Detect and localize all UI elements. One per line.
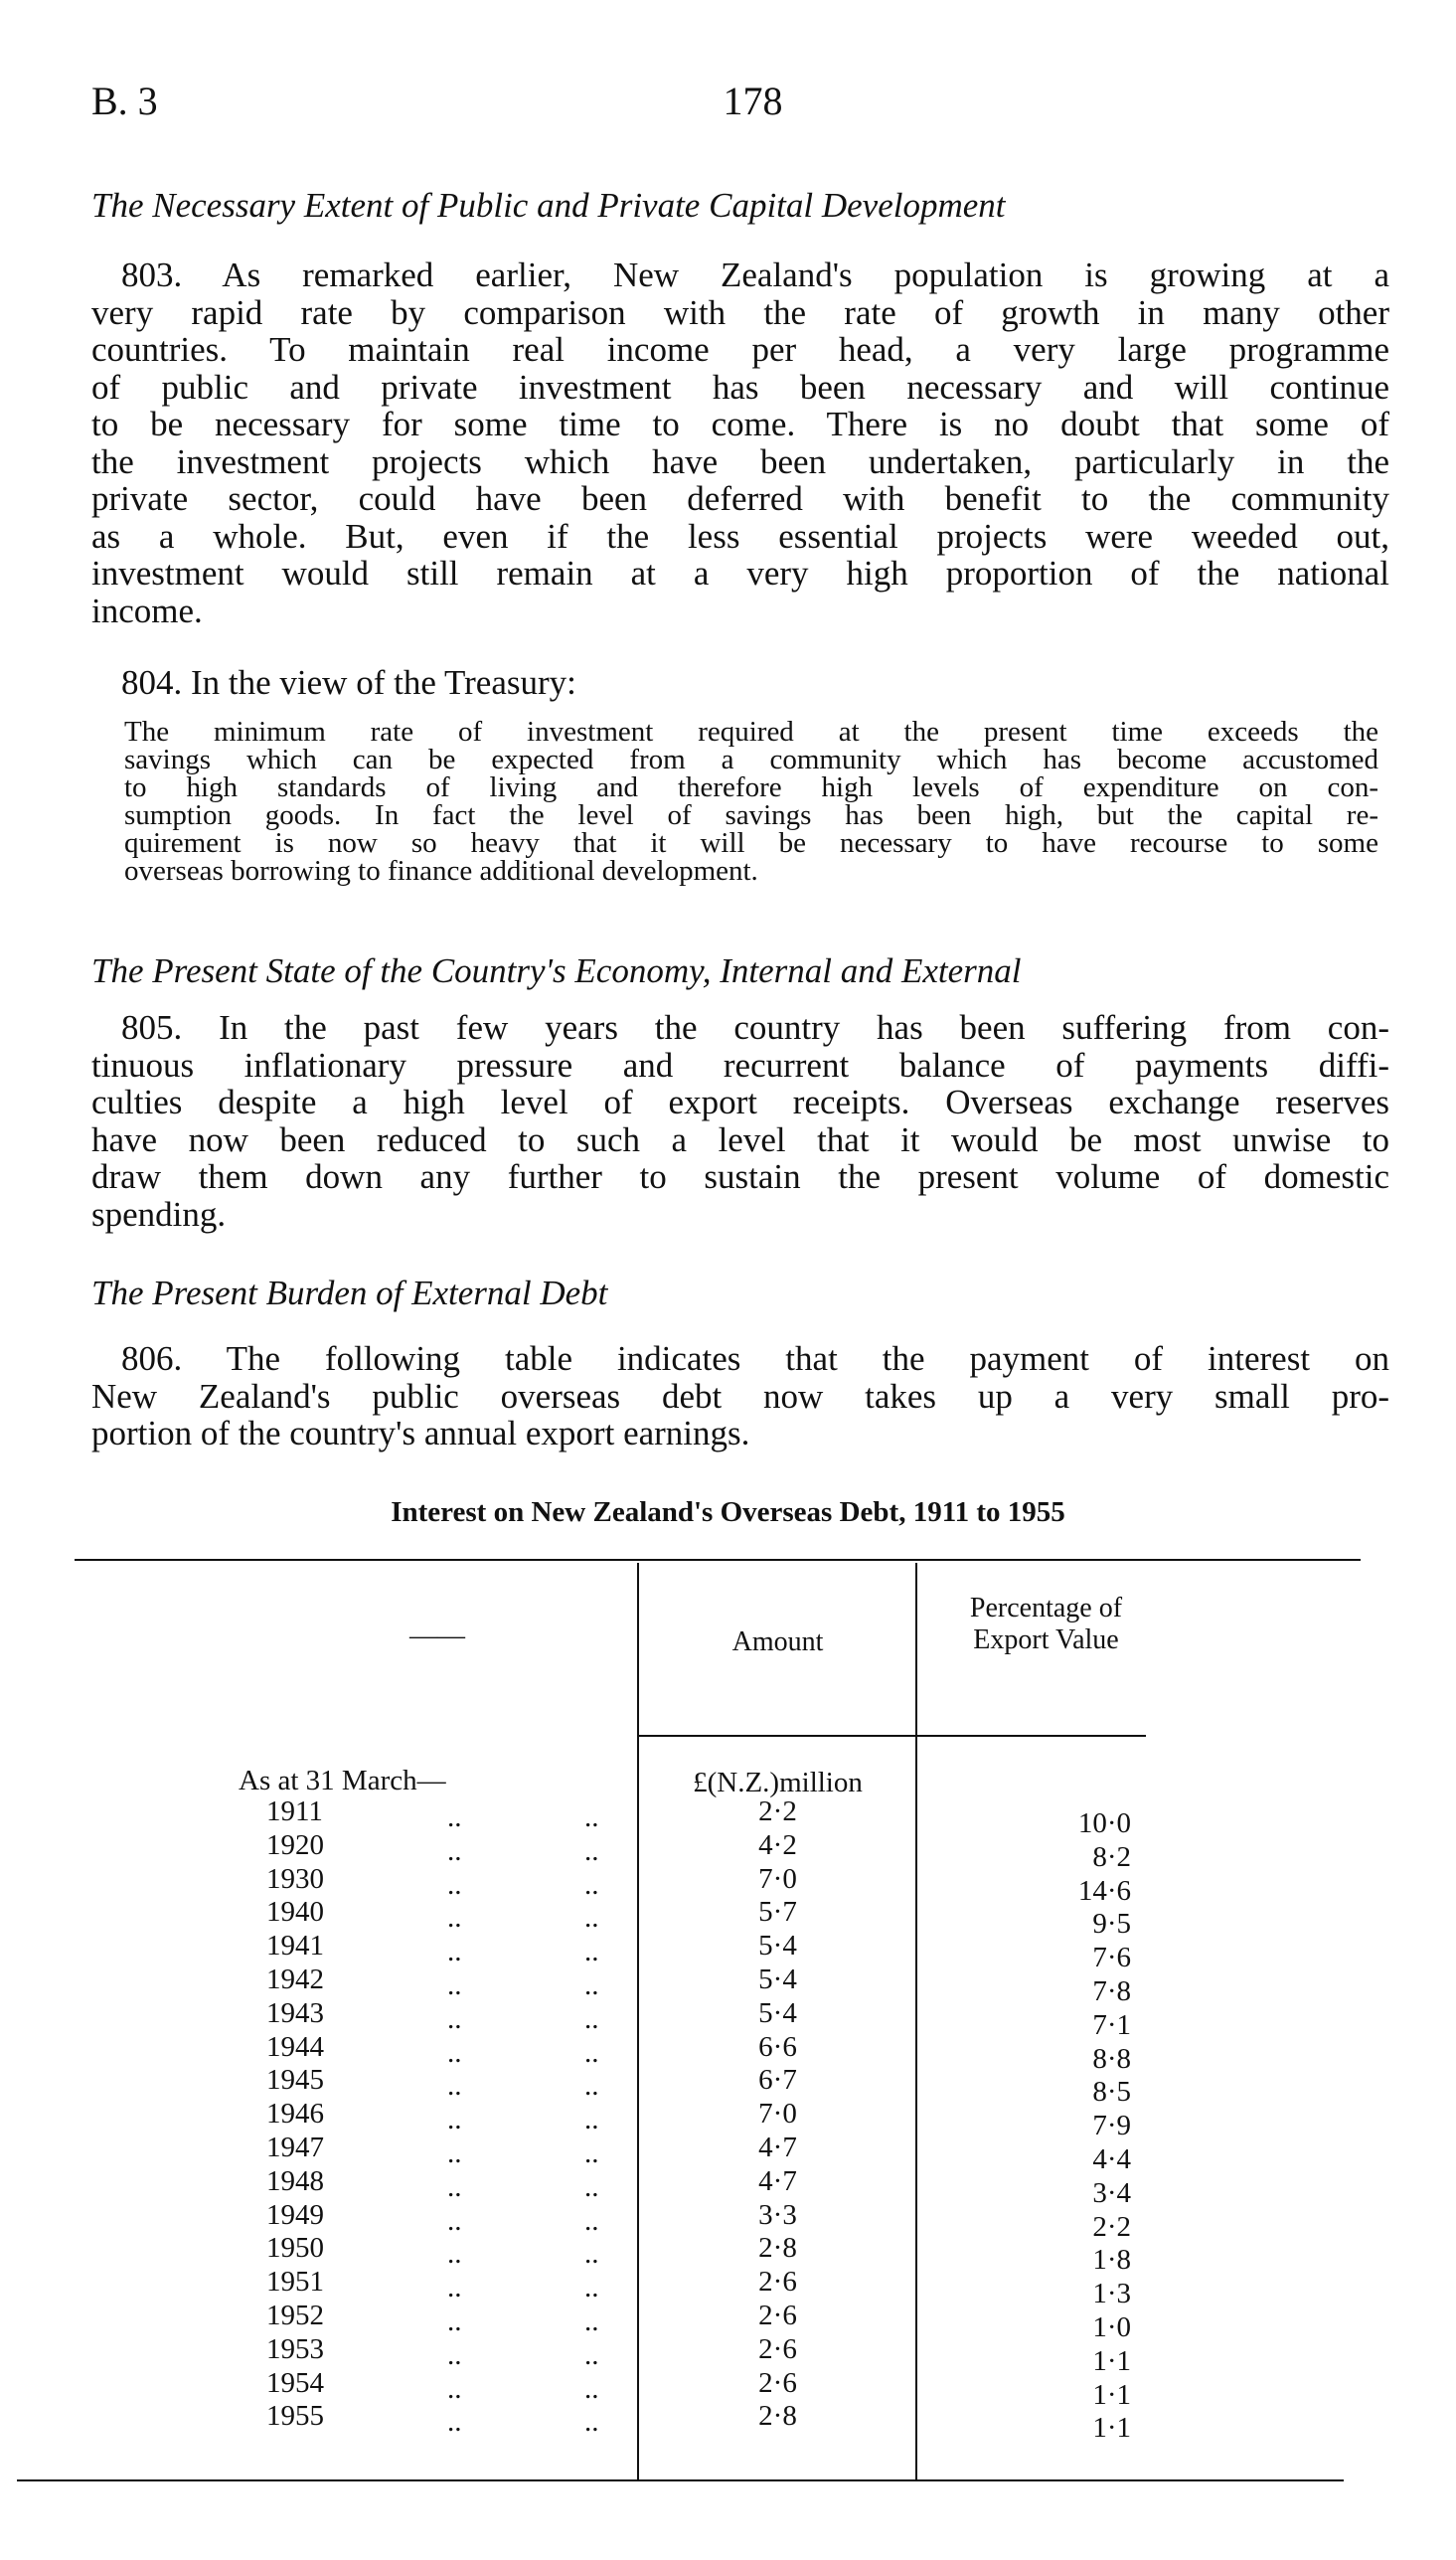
- text-line: countries. To maintain real income per head, a very large programme: [91, 330, 1389, 369]
- text-line: portion of the country's annual export earnings.: [91, 1414, 750, 1452]
- header-stub: ——: [409, 1621, 465, 1651]
- dot-leader: ..: [584, 2305, 599, 2337]
- dot-leader: ..: [584, 2070, 599, 2103]
- row-amount: 6·7: [758, 2064, 797, 2097]
- paragraph: [91, 1340, 1389, 1452]
- text-line: The Present State of the Country's Economy, Internal and External: [91, 951, 1022, 990]
- dot-leader: ..: [584, 2170, 599, 2203]
- row-year: 1911: [266, 1795, 323, 1827]
- section-heading: [91, 187, 1389, 225]
- row-percentage: 7·9: [1092, 2110, 1131, 2142]
- dot-leader: ..: [447, 1801, 462, 1833]
- row-percentage: 10·0: [1077, 1807, 1131, 1839]
- row-percentage: 14·6: [1077, 1874, 1131, 1907]
- row-percentage: 8·2: [1092, 1840, 1131, 1873]
- row-percentage: 1·8: [1092, 2244, 1131, 2277]
- dot-leader: ..: [584, 2104, 599, 2136]
- text-line: to high standards of living and therefore high levels of expenditure on con-: [124, 771, 1378, 803]
- row-amount: 5·4: [758, 1930, 797, 1963]
- dot-leader: ..: [584, 1902, 599, 1935]
- dot-leader: ..: [584, 1969, 599, 2001]
- text-line: very rapid rate by comparison with the rate of growth in many other: [91, 292, 1389, 332]
- unit-label: £(N.Z.)million: [693, 1767, 863, 1798]
- row-amount: 4·7: [758, 2164, 797, 2197]
- table-bottom-rule: [17, 2479, 1344, 2481]
- row-year: 1945: [266, 2064, 324, 2097]
- row-percentage: 7·8: [1092, 1975, 1131, 2007]
- text-line: quirement is now so heavy that it will be necessary to have recourse to some: [124, 827, 1378, 859]
- text-line: The Necessary Extent of Public and Private Capital Development: [91, 186, 1006, 225]
- row-amount: 5·4: [758, 1996, 797, 2029]
- dot-leader: ..: [447, 2372, 462, 2405]
- row-amount: 2·8: [758, 2400, 797, 2433]
- dot-leader: ..: [584, 1936, 599, 1968]
- dot-leader: ..: [584, 2204, 599, 2237]
- dot-leader: ..: [584, 1868, 599, 1901]
- row-percentage: 1·1: [1092, 2344, 1131, 2377]
- row-amount: 2·6: [758, 2332, 797, 2365]
- row-percentage: 2·2: [1092, 2210, 1131, 2243]
- text-line: the investment projects which have been undertaken, particularly in the: [91, 441, 1389, 481]
- dot-leader: ..: [584, 2338, 599, 2371]
- dot-leader: ..: [447, 2036, 462, 2069]
- text-line: private sector, could have been deferred with benefit to the community: [91, 479, 1389, 518]
- row-year: 1940: [266, 1896, 324, 1929]
- dot-leader: ..: [447, 2070, 462, 2103]
- row-group-label: As at 31 March—: [239, 1765, 446, 1796]
- block-quote: [124, 718, 1378, 885]
- text-line: of public and private investment has been necessary and will continue: [91, 367, 1389, 407]
- text-line: culties despite a high level of export receipts. Overseas exchange reserves: [91, 1083, 1389, 1121]
- text-line: investment would still remain at a very high proportion of the national: [91, 554, 1389, 593]
- text-line: The minimum rate of investment required at the present time exceeds the: [124, 716, 1378, 748]
- dot-leader: ..: [584, 2272, 599, 2304]
- paragraph: [91, 664, 1389, 702]
- row-year: 1943: [266, 1996, 324, 2029]
- row-percentage: 1·1: [1092, 2378, 1131, 2411]
- paragraph: [91, 256, 1389, 629]
- row-year: 1920: [266, 1828, 324, 1861]
- header-amount: Amount: [731, 1626, 824, 1657]
- row-year: 1950: [266, 2232, 324, 2265]
- column-divider: [637, 1563, 639, 2479]
- dot-leader: ..: [447, 1834, 462, 1867]
- text-line: savings which can be expected from a community which has become accustomed: [124, 744, 1378, 775]
- row-year: 1951: [266, 2266, 324, 2299]
- dot-leader: ..: [447, 2238, 462, 2271]
- dot-leader: ..: [447, 2170, 462, 2203]
- row-amount: 5·7: [758, 1896, 797, 1929]
- dot-leader: ..: [447, 2338, 462, 2371]
- dot-leader: ..: [447, 2305, 462, 2337]
- text-line: 804. In the view of the Treasury:: [121, 663, 576, 702]
- text-line: as a whole. But, even if the less essential projects were weeded out,: [91, 516, 1389, 556]
- text-line: overseas borrowing to finance additional development.: [124, 855, 758, 887]
- row-percentage: 3·4: [1092, 2176, 1131, 2209]
- dot-leader: ..: [447, 1902, 462, 1935]
- row-percentage: 8·8: [1092, 2042, 1131, 2075]
- dot-leader: ..: [584, 2238, 599, 2271]
- dot-leader: ..: [584, 1834, 599, 1867]
- row-year: 1946: [266, 2098, 324, 2131]
- table-title: Interest on New Zealand's Overseas Debt, 1911 to 1955: [391, 1496, 1065, 1528]
- page-number: 178: [723, 79, 783, 123]
- text-line: 803. As remarked earlier, New Zealand's population is growing at a: [121, 256, 1389, 294]
- table-top-rule: [75, 1559, 1361, 1561]
- section-heading: [91, 1275, 1389, 1312]
- row-year: 1930: [266, 1862, 324, 1895]
- text-line: The Present Burden of External Debt: [91, 1274, 608, 1312]
- dot-leader: ..: [447, 2002, 462, 2035]
- text-line: tinuous inflationary pressure and recurrent balance of payments diffi-: [91, 1045, 1389, 1085]
- row-year: 1949: [266, 2198, 324, 2231]
- row-percentage: 7·6: [1092, 1942, 1131, 1974]
- row-percentage: 1·1: [1092, 2412, 1131, 2445]
- text-line: income.: [91, 591, 203, 630]
- dot-leader: ..: [584, 2372, 599, 2405]
- row-percentage: 1·3: [1092, 2278, 1131, 2310]
- row-year: 1948: [266, 2164, 324, 2197]
- row-year: 1954: [266, 2366, 324, 2399]
- column-divider: [915, 1563, 917, 2479]
- dot-leader: ..: [447, 1969, 462, 2001]
- row-amount: 2·6: [758, 2366, 797, 2399]
- dot-leader: ..: [584, 1801, 599, 1833]
- dot-leader: ..: [584, 2036, 599, 2069]
- dot-leader: ..: [447, 2104, 462, 2136]
- dot-leader: ..: [447, 1936, 462, 1968]
- row-percentage: 9·5: [1092, 1908, 1131, 1941]
- row-amount: 5·4: [758, 1963, 797, 1995]
- dot-leader: ..: [584, 2137, 599, 2169]
- row-percentage: 7·1: [1092, 2008, 1131, 2041]
- row-year: 1953: [266, 2332, 324, 2365]
- dot-leader: ..: [447, 2406, 462, 2439]
- row-amount: 3·3: [758, 2198, 797, 2231]
- text-line: 806. The following table indicates that the payment of interest on: [121, 1339, 1389, 1378]
- dot-leader: ..: [447, 1868, 462, 1901]
- text-line: have now been reduced to such a level that it would be most unwise to: [91, 1119, 1389, 1159]
- paragraph: [91, 1009, 1389, 1233]
- row-percentage: 1·0: [1092, 2311, 1131, 2343]
- row-year: 1955: [266, 2400, 324, 2433]
- text-line: New Zealand's public overseas debt now takes up a very small pro-: [91, 1376, 1389, 1416]
- text-line: 805. In the past few years the country has been suffering from con-: [121, 1008, 1389, 1047]
- row-percentage: 8·5: [1092, 2076, 1131, 2109]
- row-year: 1944: [266, 2030, 324, 2063]
- row-year: 1941: [266, 1930, 324, 1963]
- text-line: to be necessary for some time to come. There is no doubt that some of: [91, 405, 1389, 443]
- row-amount: 2·6: [758, 2266, 797, 2299]
- row-amount: 7·0: [758, 2098, 797, 2131]
- row-percentage: 4·4: [1092, 2143, 1131, 2175]
- row-year: 1942: [266, 1963, 324, 1995]
- row-amount: 2·8: [758, 2232, 797, 2265]
- header-percentage: Percentage of Export Value: [969, 1593, 1123, 1655]
- header-rule: [637, 1735, 1146, 1737]
- row-year: 1952: [266, 2300, 324, 2331]
- text-line: sumption goods. In fact the level of savings has been high, but the capital re-: [124, 799, 1378, 831]
- row-year: 1947: [266, 2132, 324, 2163]
- dot-leader: ..: [447, 2137, 462, 2169]
- row-amount: 2·2: [758, 1795, 797, 1827]
- section-label: B. 3: [91, 79, 158, 123]
- row-amount: 2·6: [758, 2300, 797, 2331]
- text-line: draw them down any further to sustain the present volume of domestic: [91, 1157, 1389, 1196]
- section-heading: [91, 952, 1389, 990]
- dot-leader: ..: [584, 2406, 599, 2439]
- row-amount: 4·2: [758, 1828, 797, 1861]
- dot-leader: ..: [447, 2272, 462, 2304]
- row-amount: 6·6: [758, 2030, 797, 2063]
- row-amount: 7·0: [758, 1862, 797, 1895]
- dot-leader: ..: [447, 2204, 462, 2237]
- row-amount: 4·7: [758, 2132, 797, 2163]
- text-line: spending.: [91, 1194, 227, 1234]
- dot-leader: ..: [584, 2002, 599, 2035]
